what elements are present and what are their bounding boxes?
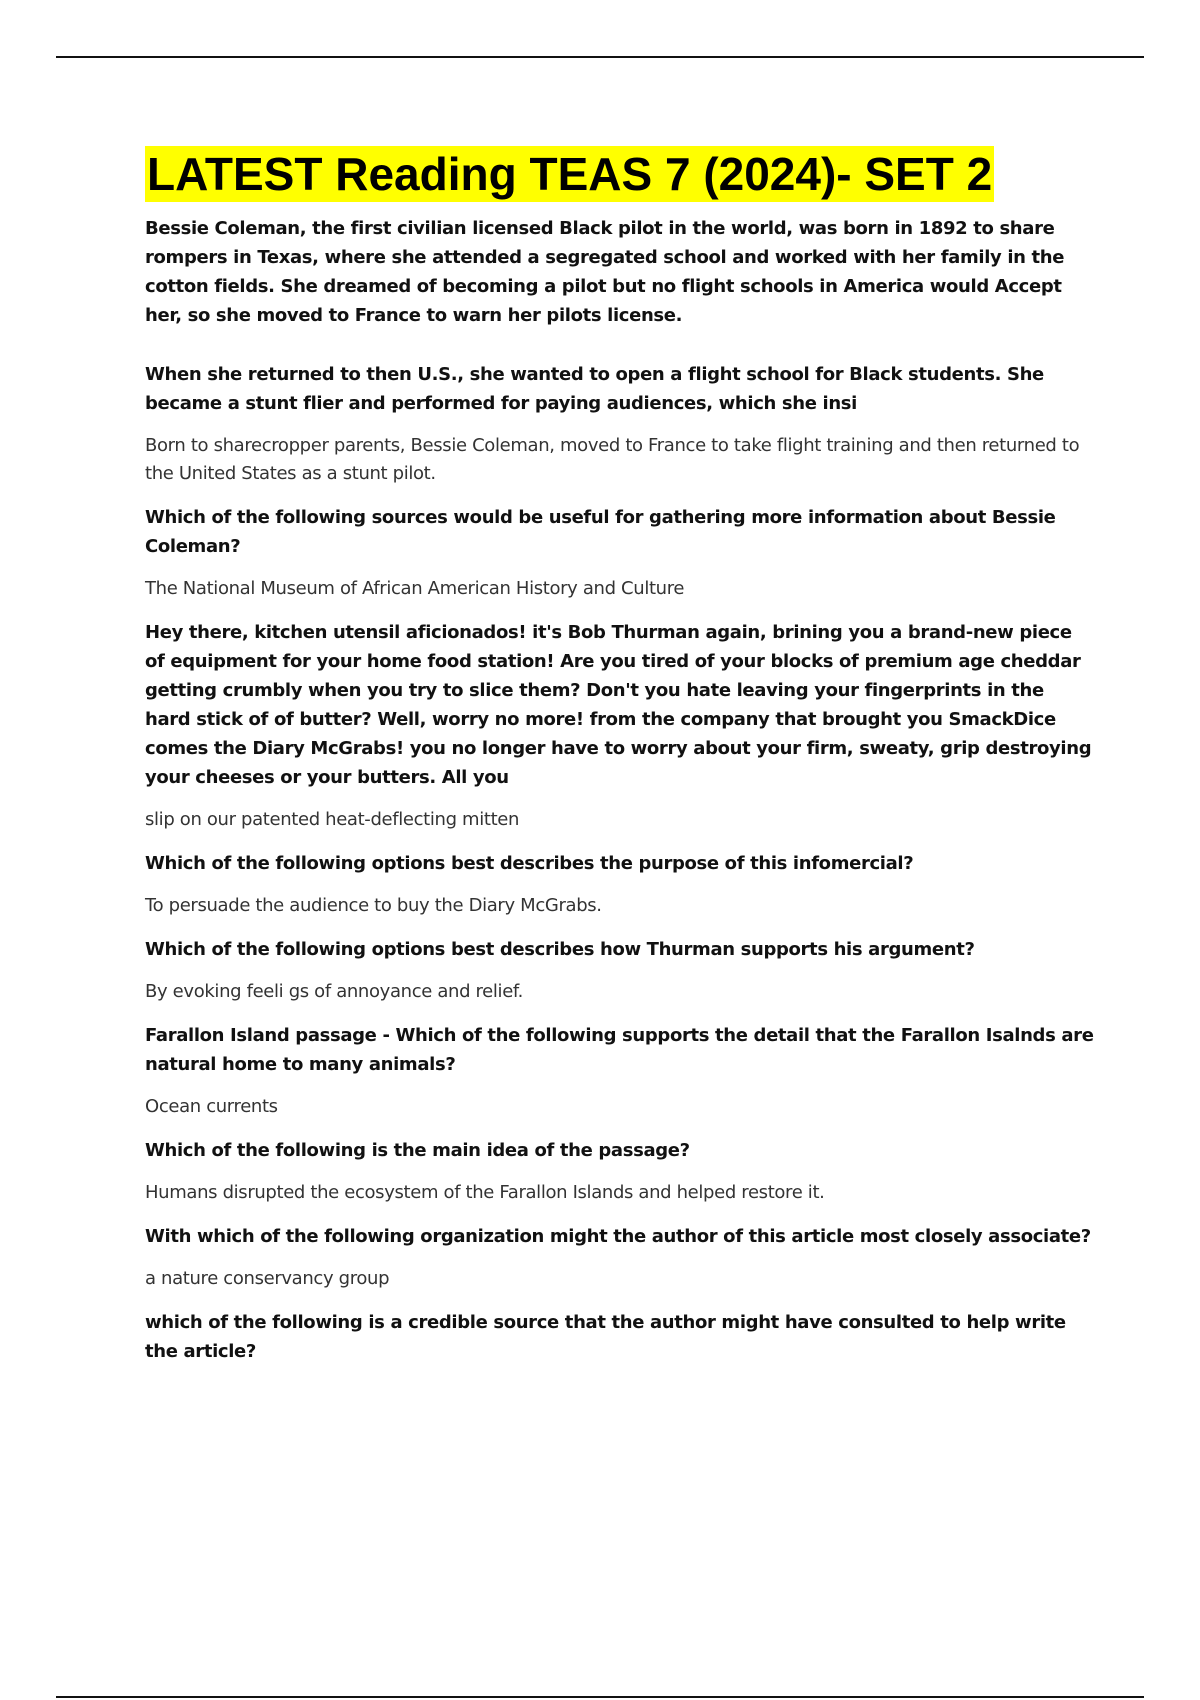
answer-text: To persuade the audience to buy the Diary McGrabs.: [145, 895, 602, 916]
document-title: LATEST Reading TEAS 7 (2024)- SET 2: [147, 148, 993, 200]
question-text: Which of the following options best describes how Thurman supports his argument?: [145, 939, 975, 960]
question-text: Which of the following sources would be useful for gathering more information about Bessie Coleman?: [145, 507, 1056, 557]
question-text: When she returned to then U.S., she wanted to open a flight school for Black students. She became a stunt flier and performed for paying audiences, which she insi: [145, 364, 1044, 414]
answer-text: Ocean currents: [145, 1096, 278, 1117]
answer-text: Humans disrupted the ecosystem of the Farallon Islands and helped restore it.: [145, 1182, 825, 1203]
answer-text: slip on our patented heat-deflecting mitten: [145, 809, 520, 830]
answer-text: a nature conservancy group: [145, 1268, 390, 1289]
question-text: Which of the following is the main idea of the passage?: [145, 1140, 690, 1161]
answer-text: The National Museum of African American History and Culture: [145, 578, 685, 599]
question-text: Which of the following options best describes the purpose of this infomercial?: [145, 853, 914, 874]
question-text: Bessie Coleman, the first civilian licensed Black pilot in the world, was born in 1892 to share rompers in Texas, where she attended a segregated school and worked with her family in the cotton fields. She dreamed of becoming a pilot but no flight schools in America would Accept her, so she moved to France to warn her pilots license.: [145, 218, 1065, 326]
answer-text: By evoking feeli gs of annoyance and relief.: [145, 981, 523, 1002]
answer-text: Born to sharecropper parents, Bessie Coleman, moved to France to take flight training and then returned to the United States as a stunt pilot.: [145, 435, 1080, 484]
bottom-rule: [56, 1696, 1144, 1698]
question-text: Hey there, kitchen utensil aficionados! it's Bob Thurman again, brining you a brand-new piece of equipment for your home food station! Are you tired of your blocks of premium age cheddar getting crumbly when you try to slice them? Don't you hate leaving your fingerprints in the hard stick of of butter? Well, worry no more! from the company that brought you SmackDice comes the Diary McGrabs! you no longer have to worry about your firm, sweaty, grip destroying your cheeses or your butters. All you: [145, 622, 1092, 788]
document-body: [145, 146, 1095, 1380]
question-text: which of the following is a credible source that the author might have consulted to help write the article?: [145, 1312, 1066, 1362]
top-rule: [56, 56, 1144, 58]
question-text: With which of the following organization might the author of this article most closely associate?: [145, 1226, 1091, 1247]
question-text: Farallon Island passage - Which of the following supports the detail that the Farallon Isalnds are natural home to many animals?: [145, 1025, 1094, 1075]
